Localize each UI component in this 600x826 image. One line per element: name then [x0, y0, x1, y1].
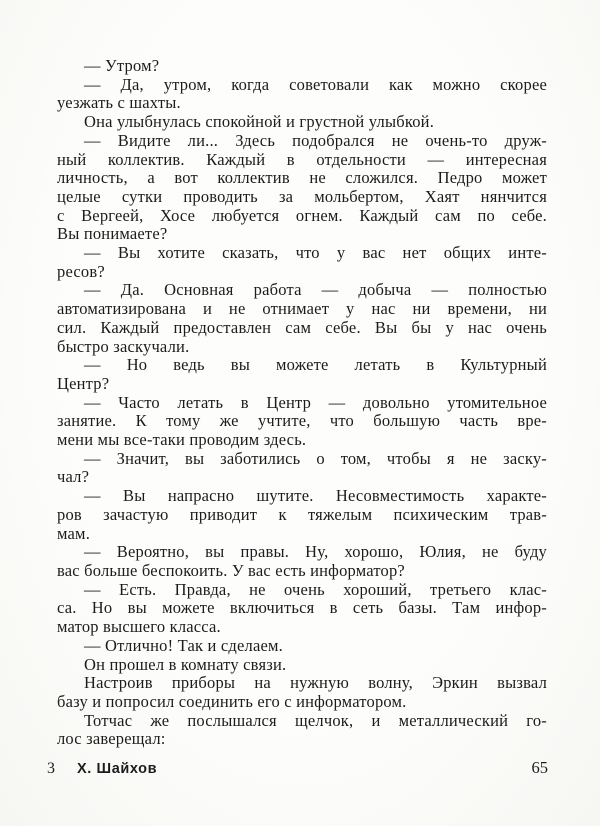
text-line: — Вы хотите сказать, что у вас нет общих инте-	[84, 243, 547, 263]
text-line: — Часто летать в Центр — довольно утомительное	[84, 392, 547, 412]
text-line: целые сутки проводить за мольбертом, Хаят нянчится	[57, 186, 547, 206]
text-line: мени мы все-таки проводим здесь.	[57, 430, 307, 450]
text-line: — Вы напрасно шутите. Несовместимость характе-	[84, 486, 547, 506]
text-line: быстро заскучали.	[57, 336, 190, 356]
text-line: — Да. Основная работа — добыча — полностью	[84, 280, 547, 300]
page-footer	[47, 758, 548, 778]
text-line: ров зачастую приводит к тяжелым психическим трав-	[57, 504, 547, 524]
text-line: занятие. К тому же учтите, что большую часть вре-	[57, 411, 547, 431]
text-line: ный коллектив. Каждый в отдельности — интересная	[57, 149, 547, 169]
text-line: уезжать с шахты.	[57, 93, 181, 113]
text-line: ресов?	[57, 261, 105, 281]
text-line: — Есть. Правда, не очень хороший, третьего клас-	[84, 579, 547, 599]
author-name: Х. Шайхов	[77, 761, 158, 777]
text-line: с Вергеей, Хосе любуется огнем. Каждый сам по себе.	[57, 205, 547, 225]
text-line: — Значит, вы заботились о том, чтобы я не заску-	[84, 448, 547, 468]
text-line: личность, а вот коллектив не сложился. Педро может	[57, 168, 547, 188]
text-line: — Видите ли... Здесь подобрался не очень-то друж-	[84, 130, 547, 150]
page-number: 65	[531, 758, 548, 777]
text-line: Он прошел в комнату связи.	[84, 654, 287, 674]
signature-number: 3	[47, 760, 55, 777]
text-line: базу и попросил соединить его с информатором.	[57, 691, 407, 711]
text-line: Тотчас же послышался щелчок, и металлический го-	[84, 710, 547, 730]
text-line: Центр?	[57, 373, 110, 393]
text-line: чал?	[57, 467, 90, 487]
text-line: Настроив приборы на нужную волну, Эркин вызвал	[84, 673, 547, 693]
text-line: — Отлично! Так и сделаем.	[84, 635, 283, 655]
text-line: — Но ведь вы можете летать в Культурный	[84, 355, 547, 375]
text-line: — Утром?	[84, 56, 160, 75]
text-line: са. Но вы можете включиться в сеть базы. Там инфор-	[57, 598, 547, 618]
body-text	[57, 57, 547, 749]
text-line: матор высшего класса.	[57, 617, 221, 637]
text-line: Вы понимаете?	[57, 224, 168, 244]
text-line: сил. Каждый предоставлен сам себе. Вы бы у нас очень	[57, 317, 547, 337]
text-line: — Да, утром, когда советовали как можно скорее	[84, 74, 547, 94]
text-line: вас больше беспокоить. У вас есть информатор?	[57, 560, 405, 580]
text-line: — Вероятно, вы правы. Ну, хорошо, Юлия, не буду	[84, 542, 547, 562]
text-line: Она улыбнулась спокойной и грустной улыбкой.	[84, 112, 435, 132]
text-line: мам.	[57, 523, 91, 543]
text-line: лос заверещал:	[57, 729, 166, 749]
text-line: автоматизирована и не отнимает у нас ни времени, ни	[57, 299, 547, 319]
